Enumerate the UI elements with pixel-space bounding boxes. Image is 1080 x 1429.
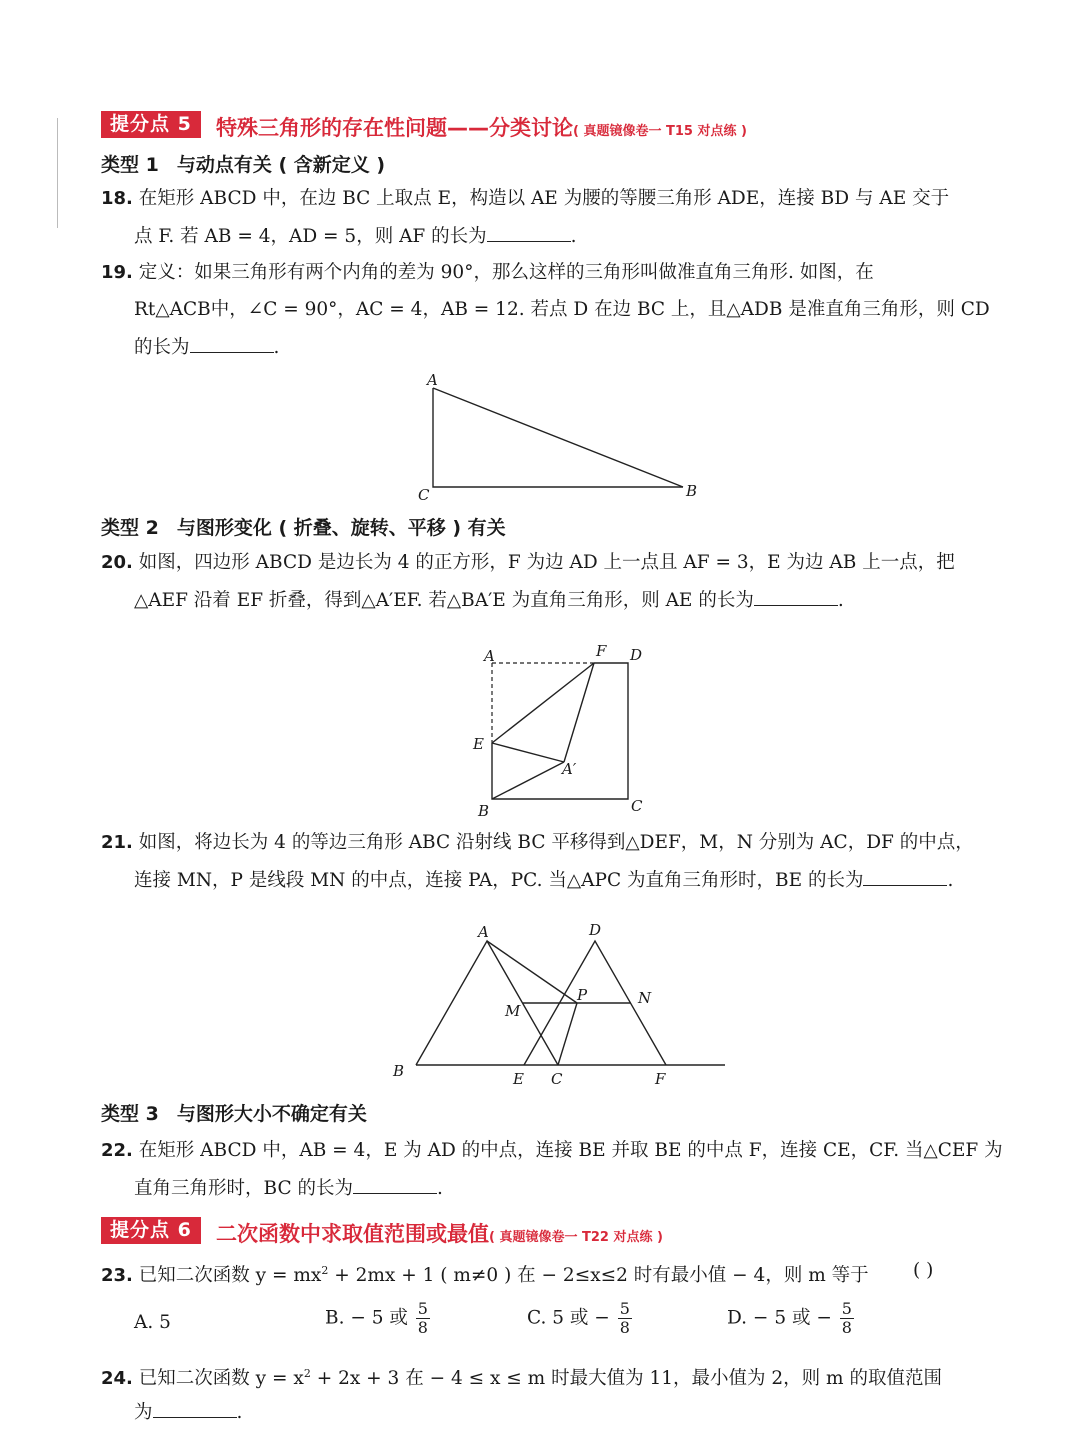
vertex-a-label: A [478, 923, 489, 941]
vertex-f-label: F [596, 642, 607, 660]
answer-paren[interactable]: ( ) [913, 1260, 934, 1281]
answer-blank[interactable] [153, 1399, 237, 1418]
question-text: △AEF 沿着 EF 折叠，得到△A′EF. 若△BA′E 为直角三角形，则 AE 的长为 [134, 590, 754, 611]
fraction-numerator: 5 [841, 1299, 852, 1318]
figure-19-triangle [400, 368, 720, 508]
fraction [618, 1300, 632, 1337]
margin-line [57, 118, 58, 228]
answer-blank[interactable] [863, 867, 947, 886]
question-text: 直角三角形时，BC 的长为 [134, 1178, 353, 1199]
vertex-a-prime-label: A′ [562, 760, 577, 778]
vertex-b-label: B [393, 1062, 405, 1080]
square-outline [492, 663, 628, 799]
question-text: 连接 MN，P 是线段 MN 的中点，连接 PA，PC. 当△APC 为直角三角形时，BE 的长为 [134, 870, 864, 891]
option-c[interactable] [527, 1300, 632, 1337]
type-label: 类型 1 [101, 154, 159, 176]
section-title-text: 二次函数中求取值范围或最值 [216, 1222, 489, 1246]
option-c-text: C. 5 或 − [527, 1307, 610, 1329]
triangle-hypotenuse [433, 388, 683, 487]
type-title: 与图形变化 ( 折叠、旋转、平移 ) 有关 [176, 517, 506, 539]
segment-fa2 [564, 663, 594, 762]
question-19-line3 [134, 334, 279, 361]
question-20-line2 [134, 587, 844, 614]
section-title [216, 1218, 663, 1248]
vertex-e-label: E [513, 1070, 524, 1088]
option-d[interactable] [727, 1300, 854, 1337]
segment-pa [487, 941, 577, 1003]
type-heading [101, 1099, 367, 1126]
fraction-denominator: 8 [417, 1318, 428, 1337]
type-label: 类型 3 [101, 1103, 159, 1125]
vertex-e-label: E [473, 735, 484, 753]
question-number: 21. [101, 832, 133, 853]
option-a[interactable]: A. 5 [134, 1312, 171, 1333]
question-24-line2 [134, 1399, 242, 1426]
question-21-line2 [134, 867, 953, 894]
superscript: 2 [303, 1367, 311, 1380]
point-n-label: N [638, 989, 652, 1007]
question-text: 点 F. 若 AB = 4，AD = 5，则 AF 的长为 [134, 226, 487, 247]
question-text: 为 [134, 1402, 153, 1423]
question-text: 的长为 [134, 337, 190, 358]
section-note: ( 真题镜像卷一 T15 对点练 ) [573, 124, 747, 139]
vertex-b-label: B [686, 482, 698, 500]
period: . [273, 337, 280, 358]
question-text-post: + 2x + 3 在 − 4 ≤ x ≤ m 时最大值为 11，最小值为 2，则 m 的取值范围 [310, 1368, 942, 1390]
section-title [216, 112, 747, 142]
type-label: 类型 2 [101, 517, 159, 539]
answer-blank[interactable] [487, 223, 571, 242]
vertex-f-label: F [655, 1070, 666, 1088]
question-text-pre: 已知二次函数 y = mx [138, 1265, 322, 1287]
vertex-c-label: C [631, 797, 643, 815]
vertex-a-label: A [484, 647, 495, 665]
type-title: 与图形大小不确定有关 [176, 1103, 367, 1125]
answer-blank[interactable] [353, 1175, 437, 1194]
question-text: 定义：如果三角形有两个内角的差为 90°，那么这样的三角形叫做准直角三角形. 如图，在 [138, 262, 874, 283]
vertex-c-label: C [418, 486, 430, 504]
period: . [236, 1402, 243, 1423]
section-title-text: 特殊三角形的存在性问题——分类讨论 [216, 116, 573, 140]
question-text: 如图，四边形 ABCD 是边长为 4 的正方形，F 为边 AD 上一点且 AF = 3，E 为边 AB 上一点，把 [138, 552, 955, 573]
fraction-denominator: 8 [841, 1318, 852, 1337]
vertex-d-label: D [630, 646, 643, 664]
option-d-text: D. − 5 或 − [727, 1307, 832, 1329]
question-23-line1 [101, 1258, 869, 1289]
point-p-label: P [577, 986, 588, 1004]
figure-20-square [460, 640, 660, 825]
question-number: 18. [101, 188, 133, 209]
answer-blank[interactable] [754, 587, 838, 606]
question-text: 在矩形 ABCD 中，AB = 4，E 为 AD 的中点，连接 BE 并取 BE 的中点 F，连接 CE，CF. 当△CEF 为 [138, 1140, 1003, 1161]
vertex-a-label: A [427, 371, 438, 389]
period: . [947, 870, 954, 891]
question-text-pre: 已知二次函数 y = x [138, 1368, 304, 1390]
section-badge: 提分点 5 [101, 111, 201, 138]
question-22-line1 [101, 1138, 1003, 1164]
question-24-line1 [101, 1361, 942, 1392]
question-number: 23. [101, 1265, 133, 1287]
question-number: 19. [101, 262, 133, 283]
segment-ea2 [492, 743, 564, 762]
period: . [570, 226, 577, 247]
vertex-b-label: B [478, 802, 490, 820]
question-18-line2 [134, 223, 577, 250]
type-heading [101, 150, 385, 177]
question-19-line1 [101, 260, 874, 286]
period: . [436, 1178, 443, 1199]
question-20-line1 [101, 550, 955, 576]
section-note: ( 真题镜像卷一 T22 对点练 ) [489, 1230, 663, 1245]
question-21-line1 [101, 830, 974, 856]
question-text-post: + 2mx + 1 ( m≠0 ) 在 − 2≤x≤2 时有最小值 − 4，则 m 等于 [328, 1265, 869, 1287]
type-title: 与动点有关 ( 含新定义 ) [176, 154, 386, 176]
figure-21-translation [385, 918, 735, 1093]
superscript: 2 [321, 1264, 329, 1277]
question-number: 24. [101, 1368, 133, 1390]
question-number: 22. [101, 1140, 133, 1161]
vertex-d-label: D [589, 921, 602, 939]
point-m-label: M [505, 1002, 521, 1020]
period: . [837, 590, 844, 611]
option-b[interactable] [325, 1300, 430, 1337]
fold-line-ef [492, 663, 594, 743]
answer-blank[interactable] [190, 334, 274, 353]
fraction-numerator: 5 [619, 1299, 630, 1318]
fraction [416, 1300, 430, 1337]
fraction-numerator: 5 [417, 1299, 428, 1318]
option-b-text: B. − 5 或 [325, 1307, 408, 1329]
vertex-c-label: C [551, 1070, 563, 1088]
question-18-line1 [101, 186, 949, 212]
question-text: Rt△ACB中，∠C = 90°，AC = 4，AB = 12. 若点 D 在边 BC 上，且△ADB 是准直角三角形，则 CD [134, 299, 990, 320]
question-19-line2 [134, 297, 990, 323]
question-text: 如图，将边长为 4 的等边三角形 ABC 沿射线 BC 平移得到△DEF，M，N 分别为 AC，DF 的中点， [138, 832, 974, 853]
question-text: 在矩形 ABCD 中，在边 BC 上取点 E，构造以 AE 为腰的等腰三角形 ADE，连接 BD 与 AE 交于 [138, 188, 950, 209]
type-heading [101, 513, 506, 540]
section-badge: 提分点 6 [101, 1217, 201, 1244]
segment-pc [558, 1003, 577, 1065]
fraction-denominator: 8 [619, 1318, 630, 1337]
question-22-line2 [134, 1175, 443, 1202]
segment-ba2 [492, 762, 564, 799]
fraction [840, 1300, 854, 1337]
question-number: 20. [101, 552, 133, 573]
